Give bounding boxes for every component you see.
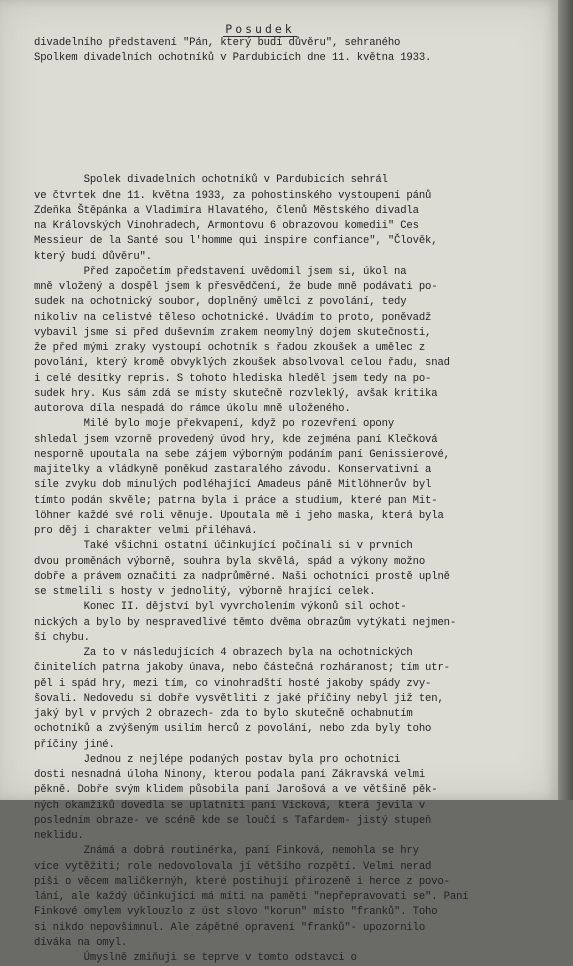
body-line: Za to v následujících 4 obrazech byla na ochotnických bbox=[34, 647, 413, 659]
body-line: Zdeňka Štěpánka a Vladimíra Hlavatého, členů Městského divadla bbox=[34, 204, 419, 217]
body-line: dobře a právem označiti za nadprůměrné. Naši ochotníci prostě uplně bbox=[34, 570, 450, 583]
body-line: pěl i spád hry, mezi tím, co vinohradští hosté jakoby spády zvy- bbox=[34, 677, 432, 690]
body-line: ochotníků a zvýšeným usilím herců z povolání, nebo zda byly toho bbox=[34, 723, 432, 736]
body-line: jaký byl v prvých 2 obrazech- zda to bylo skutečně ochabnutím bbox=[34, 708, 413, 720]
body-line: který budí důvěru". bbox=[34, 250, 152, 263]
body-line: majitelky a vládkyně poněkud zastaralého závodu. Konservativní a bbox=[34, 464, 432, 476]
body-line: Jednou z nejlépe podaných postav byla pro ochotnici bbox=[34, 753, 401, 766]
body-line: Konec II. dějství byl vyvrcholením výkonů sil ochot- bbox=[34, 601, 407, 614]
body-line: posledním obraze- ve scéně kde se loučí s Tafardem- jistý stupeň bbox=[34, 814, 432, 827]
header-line: Spolkem divadelních ochotníků v Pardubicích dne 11. května 1933. bbox=[34, 52, 432, 65]
body-line: vybavil jsme si před duševním zrakem neomylný dojem skutečnosti, bbox=[34, 326, 432, 339]
body-line: pěkně. Dobře svým klidem působila paní Jarošová a ve většině pěk- bbox=[34, 784, 438, 797]
body-line: tímto podán skvěle; patrna byla i práce a studium, které pan Mit- bbox=[34, 494, 438, 507]
header-line: divadelního představení "Pán, který budí důvěru", sehraného bbox=[34, 37, 401, 49]
document-body bbox=[34, 158, 469, 966]
body-line: Milé bylo moje překvapení, když po rozevření opony bbox=[34, 418, 395, 431]
body-line: Také všichni ostatní účinkující počínali si v prvních bbox=[34, 540, 413, 553]
body-line: Před započetím představení uvědomil jsem si, úkol na bbox=[34, 265, 407, 278]
body-line: na Královských Vinohradech, Armontovu 6 obrazovou komedii" Ces bbox=[34, 220, 419, 232]
body-line: píši o věcem maličkernýh, které postihují přirozeně i herce z povo- bbox=[34, 875, 450, 888]
body-line: ných okamžiků dovedla se uplatniti paní Vicková, která jevila v bbox=[34, 799, 426, 812]
body-line: autorova díla nespadá do rámce úkolu mně uloženého. bbox=[34, 403, 351, 415]
body-line: Úmyslně zmiňuji se teprve v tomto odstavci o bbox=[34, 952, 357, 964]
body-line: dvou proměnách výborně, souhra byla skvělá, spád a výkony možno bbox=[34, 555, 426, 568]
document-title-text: Posudek bbox=[225, 22, 295, 36]
body-line: více vytěžiti; role nedovolovala jí většího rozpětí. Velmi nerad bbox=[34, 860, 432, 873]
body-line: neklidu. bbox=[34, 830, 84, 842]
body-line: činitelích patrna jakoby únava, nebo částečná rozháranost; tím utr- bbox=[34, 662, 450, 675]
body-line: nikoliv na celistvé těleso ochotnické. Uvádím to proto, poněvadž bbox=[34, 311, 432, 324]
document-header bbox=[34, 36, 431, 67]
body-line: Finkové omylem vyklouzlo z úst slovo "korun" místo "franků". Toho bbox=[34, 906, 438, 919]
body-line: šovali. Nedovedu si dobře vysvětliti z jaké příčiny nebyl již ten, bbox=[34, 692, 444, 705]
body-line: se stmelili s hosty v jednolitý, výborně hrající celek. bbox=[34, 586, 376, 598]
body-line: si nikdo nepovšimnul. Ale zápětné opravení "franků"- upozornilo bbox=[34, 921, 426, 934]
body-line: síle zvyku dob minulých podléhající Amadeus páně Mitlöhnerův byl bbox=[34, 479, 432, 492]
body-line: povolání, který kromě obvyklých zkoušek absolvoval celou řadu, snad bbox=[34, 357, 450, 370]
body-line: diváka na omyl. bbox=[34, 936, 128, 949]
body-line: pro děj i charakter velmi přiléhavá. bbox=[34, 525, 258, 537]
body-line: nických a bylo by nespravedlivé těmto dvěma obrazům vytýkati nejmen- bbox=[34, 616, 457, 629]
body-line: dosti nesnadná úloha Ninony, kterou podala paní Zákravská velmi bbox=[34, 769, 426, 781]
body-line: sudek hry. Kus sám zdá se místy skutečně rozvleklý, avšak kritika bbox=[34, 387, 438, 400]
paper-edge-shadow bbox=[558, 0, 573, 800]
body-line: Spolek divadelních ochotníků v Pardubicích sehrál bbox=[34, 174, 388, 187]
document-title bbox=[0, 22, 520, 36]
body-line: Messieur de la Santé sou l'homme qui inspire confiance", "Člověk, bbox=[34, 235, 438, 248]
body-line: mně vložený a dospěl jsem k přesvědčení, že bude mně podávati po- bbox=[34, 281, 438, 293]
body-line: ší chybu. bbox=[34, 631, 90, 644]
body-line: nesporně upoutala na sebe zájem výborným podáním paní Genissierové, bbox=[34, 448, 450, 461]
body-line: sudek na ochotnický soubor, doplněný umělci z povolání, tedy bbox=[34, 296, 407, 309]
body-line: ve čtvrtek dne 11. května 1933, za pohostinského vystoupení pánů bbox=[34, 189, 432, 202]
body-line: příčiny jiné. bbox=[34, 738, 115, 751]
body-line: shledal jsem vzorně provedený úvod hry, kde zejména paní Klečková bbox=[34, 433, 438, 446]
body-line: löhner každé své roli věnuje. Upoutala mě i jeho maska, která byla bbox=[34, 509, 444, 522]
body-line: lání, ale každý účinkující má míti na paměti "nepřepravovati se". Paní bbox=[34, 891, 469, 903]
body-line: že před mými zraky vystoupí ochotník s řadou zkoušek a umělec z bbox=[34, 342, 426, 354]
body-line: i celé desítky repris. S tohoto hlediska hleděl jsem tedy na po- bbox=[34, 372, 432, 385]
body-line: Známá a dobrá routinérka, paní Finková, nemohla se hry bbox=[34, 845, 419, 858]
